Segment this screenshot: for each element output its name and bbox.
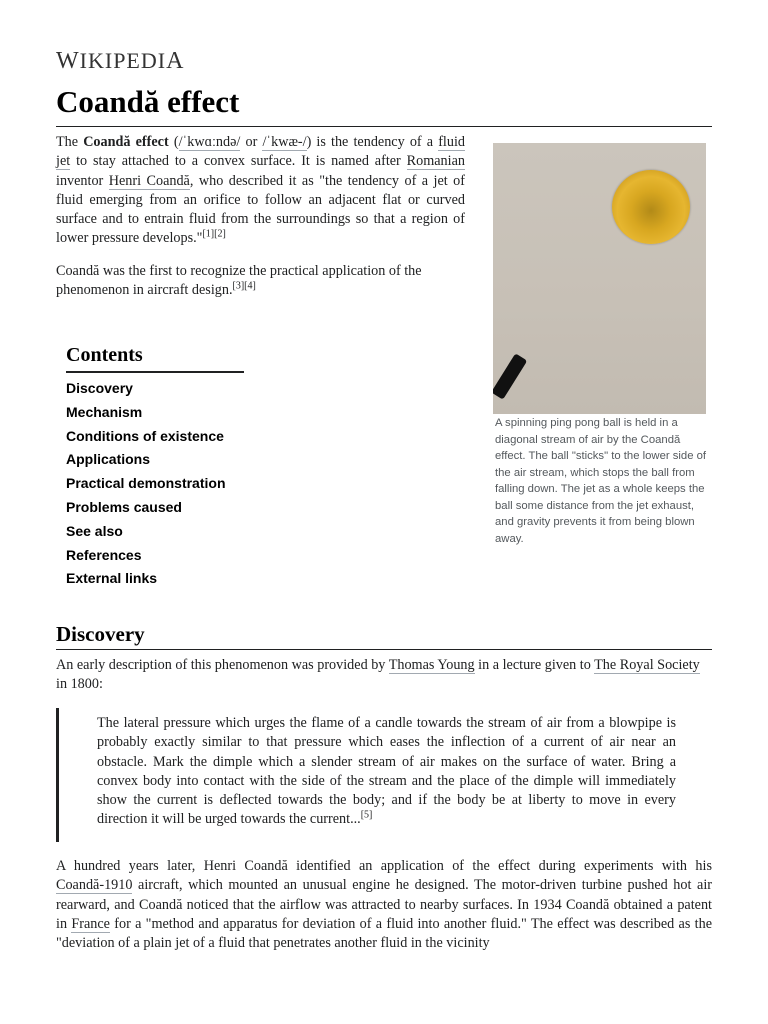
intro-text: or: [240, 134, 263, 150]
intro-bold-term: Coandă effect: [83, 134, 169, 150]
ping-pong-ball-image[interactable]: [493, 143, 706, 414]
link-romanian[interactable]: Romanian: [406, 153, 465, 170]
citation-ref[interactable]: [3][4]: [232, 280, 256, 292]
link-fluid-jet[interactable]: fluid jet: [56, 134, 465, 170]
body-text: for a "method and apparatus for deviation of a fluid into another fluid." The effect was described as the "deviation of a plain jet of a fluid that penetrates another fluid in the vicinity: [56, 915, 712, 952]
title-divider: [56, 126, 712, 127]
body-text: in 1800:: [56, 676, 103, 693]
logo-letter-a: A: [166, 48, 185, 74]
body-text: A hundred years later, Henri Coandă identified an application of the effect during experiments with his: [56, 858, 712, 874]
link-france[interactable]: France: [71, 915, 110, 932]
toc-title: Contents: [66, 344, 143, 366]
intro-paragraph-2: [56, 262, 465, 301]
page-title: Coandă effect: [56, 84, 240, 119]
ipa-link[interactable]: /ˈkwɑːndə/: [178, 134, 241, 150]
body-text: aircraft, which mounted an unusual engine he designed. The motor-driven turbine pushed hot air rearward, and Coandă noticed that the airflow was attracted to nearby surfaces. In 1934 Coandă obtained a patent in: [56, 877, 712, 932]
intro-text: , who described it as "the tendency of a jet of fluid emerging from an orifice to follow an adjacent flat or curved surface and to entrain fluid from the surroundings so that a region of lower pressure develops.": [56, 172, 465, 247]
body-text: An early description of this phenomenon was provided by: [56, 657, 389, 673]
section-divider: [56, 649, 712, 650]
intro-text: ) is the tendency of a: [306, 134, 439, 150]
air-nozzle: [493, 353, 527, 399]
toc-item-conditions[interactable]: Conditions of existence: [66, 427, 224, 444]
logo-letters: IKIPEDI: [79, 48, 167, 73]
toc-item-references[interactable]: References: [66, 546, 142, 563]
quote-body: The lateral pressure which urges the flame of a candle towards the stream of air from a blowpipe is probably exactly similar to that pressure which eases the inflection of a current of air near an obstacle. Mark the dimple which a slender stream of air makes on the surface of water. Bring a convex body into contact with the side of the stream and the place of the dimple will immediately show the current is deflected towards the body; and if the body be at liberty to move in every direction it will be urged towards the current...: [97, 715, 676, 828]
blockquote: [56, 708, 676, 842]
toc-item-mechanism[interactable]: Mechanism: [66, 403, 143, 420]
discovery-paragraph-1: [56, 656, 712, 695]
link-thomas-young[interactable]: Thomas Young: [388, 657, 475, 673]
toc-item-applications[interactable]: Applications: [66, 451, 151, 468]
body-text: in a lecture given to: [474, 657, 595, 673]
intro-text: to stay attached to a convex surface. It is named after: [70, 153, 407, 170]
intro-text: The: [56, 134, 84, 150]
citation-ref[interactable]: [1][2]: [202, 228, 226, 240]
logo-letter-w: W: [56, 48, 80, 74]
intro-paragraph: [56, 133, 465, 249]
section-heading-discovery: Discovery: [56, 622, 145, 646]
ping-pong-ball: [612, 170, 690, 244]
quote-text: [97, 714, 676, 830]
link-royal-society[interactable]: The Royal Society: [594, 657, 700, 673]
toc-item-see-also[interactable]: See also: [66, 522, 123, 539]
wikipedia-logo[interactable]: [56, 48, 184, 75]
citation-ref[interactable]: [5]: [360, 809, 373, 821]
table-of-contents: [66, 378, 226, 592]
toc-item-external-links[interactable]: External links: [66, 570, 158, 587]
toc-item-problems-caused[interactable]: Problems caused: [66, 498, 182, 515]
toc-divider: [66, 371, 244, 373]
discovery-paragraph-2: [56, 857, 712, 953]
image-caption: A spinning ping pong ball is held in a diagonal stream of air by the Coandă effect. The ball "sticks" to the lower side of the air stream, which stops the ball from falling down. The jet as a whole keeps the ball some distance from the jet exhaust, and gravity prevents it from being blown away.: [495, 417, 707, 545]
toc-item-discovery[interactable]: Discovery: [66, 380, 133, 396]
toc-item-practical-demonstration[interactable]: Practical demonstration: [66, 475, 226, 492]
intro-text: (: [168, 134, 179, 150]
link-coanda-1910[interactable]: Coandă-1910: [56, 877, 133, 894]
intro-text: inventor: [56, 172, 109, 189]
link-henri-coanda[interactable]: Henri Coandă: [108, 172, 190, 189]
intro2-text: Coandă was the first to recognize the practical application of the phenomenon in aircraft design.: [56, 263, 422, 299]
ipa-link[interactable]: /ˈkwæ-/: [262, 134, 307, 150]
